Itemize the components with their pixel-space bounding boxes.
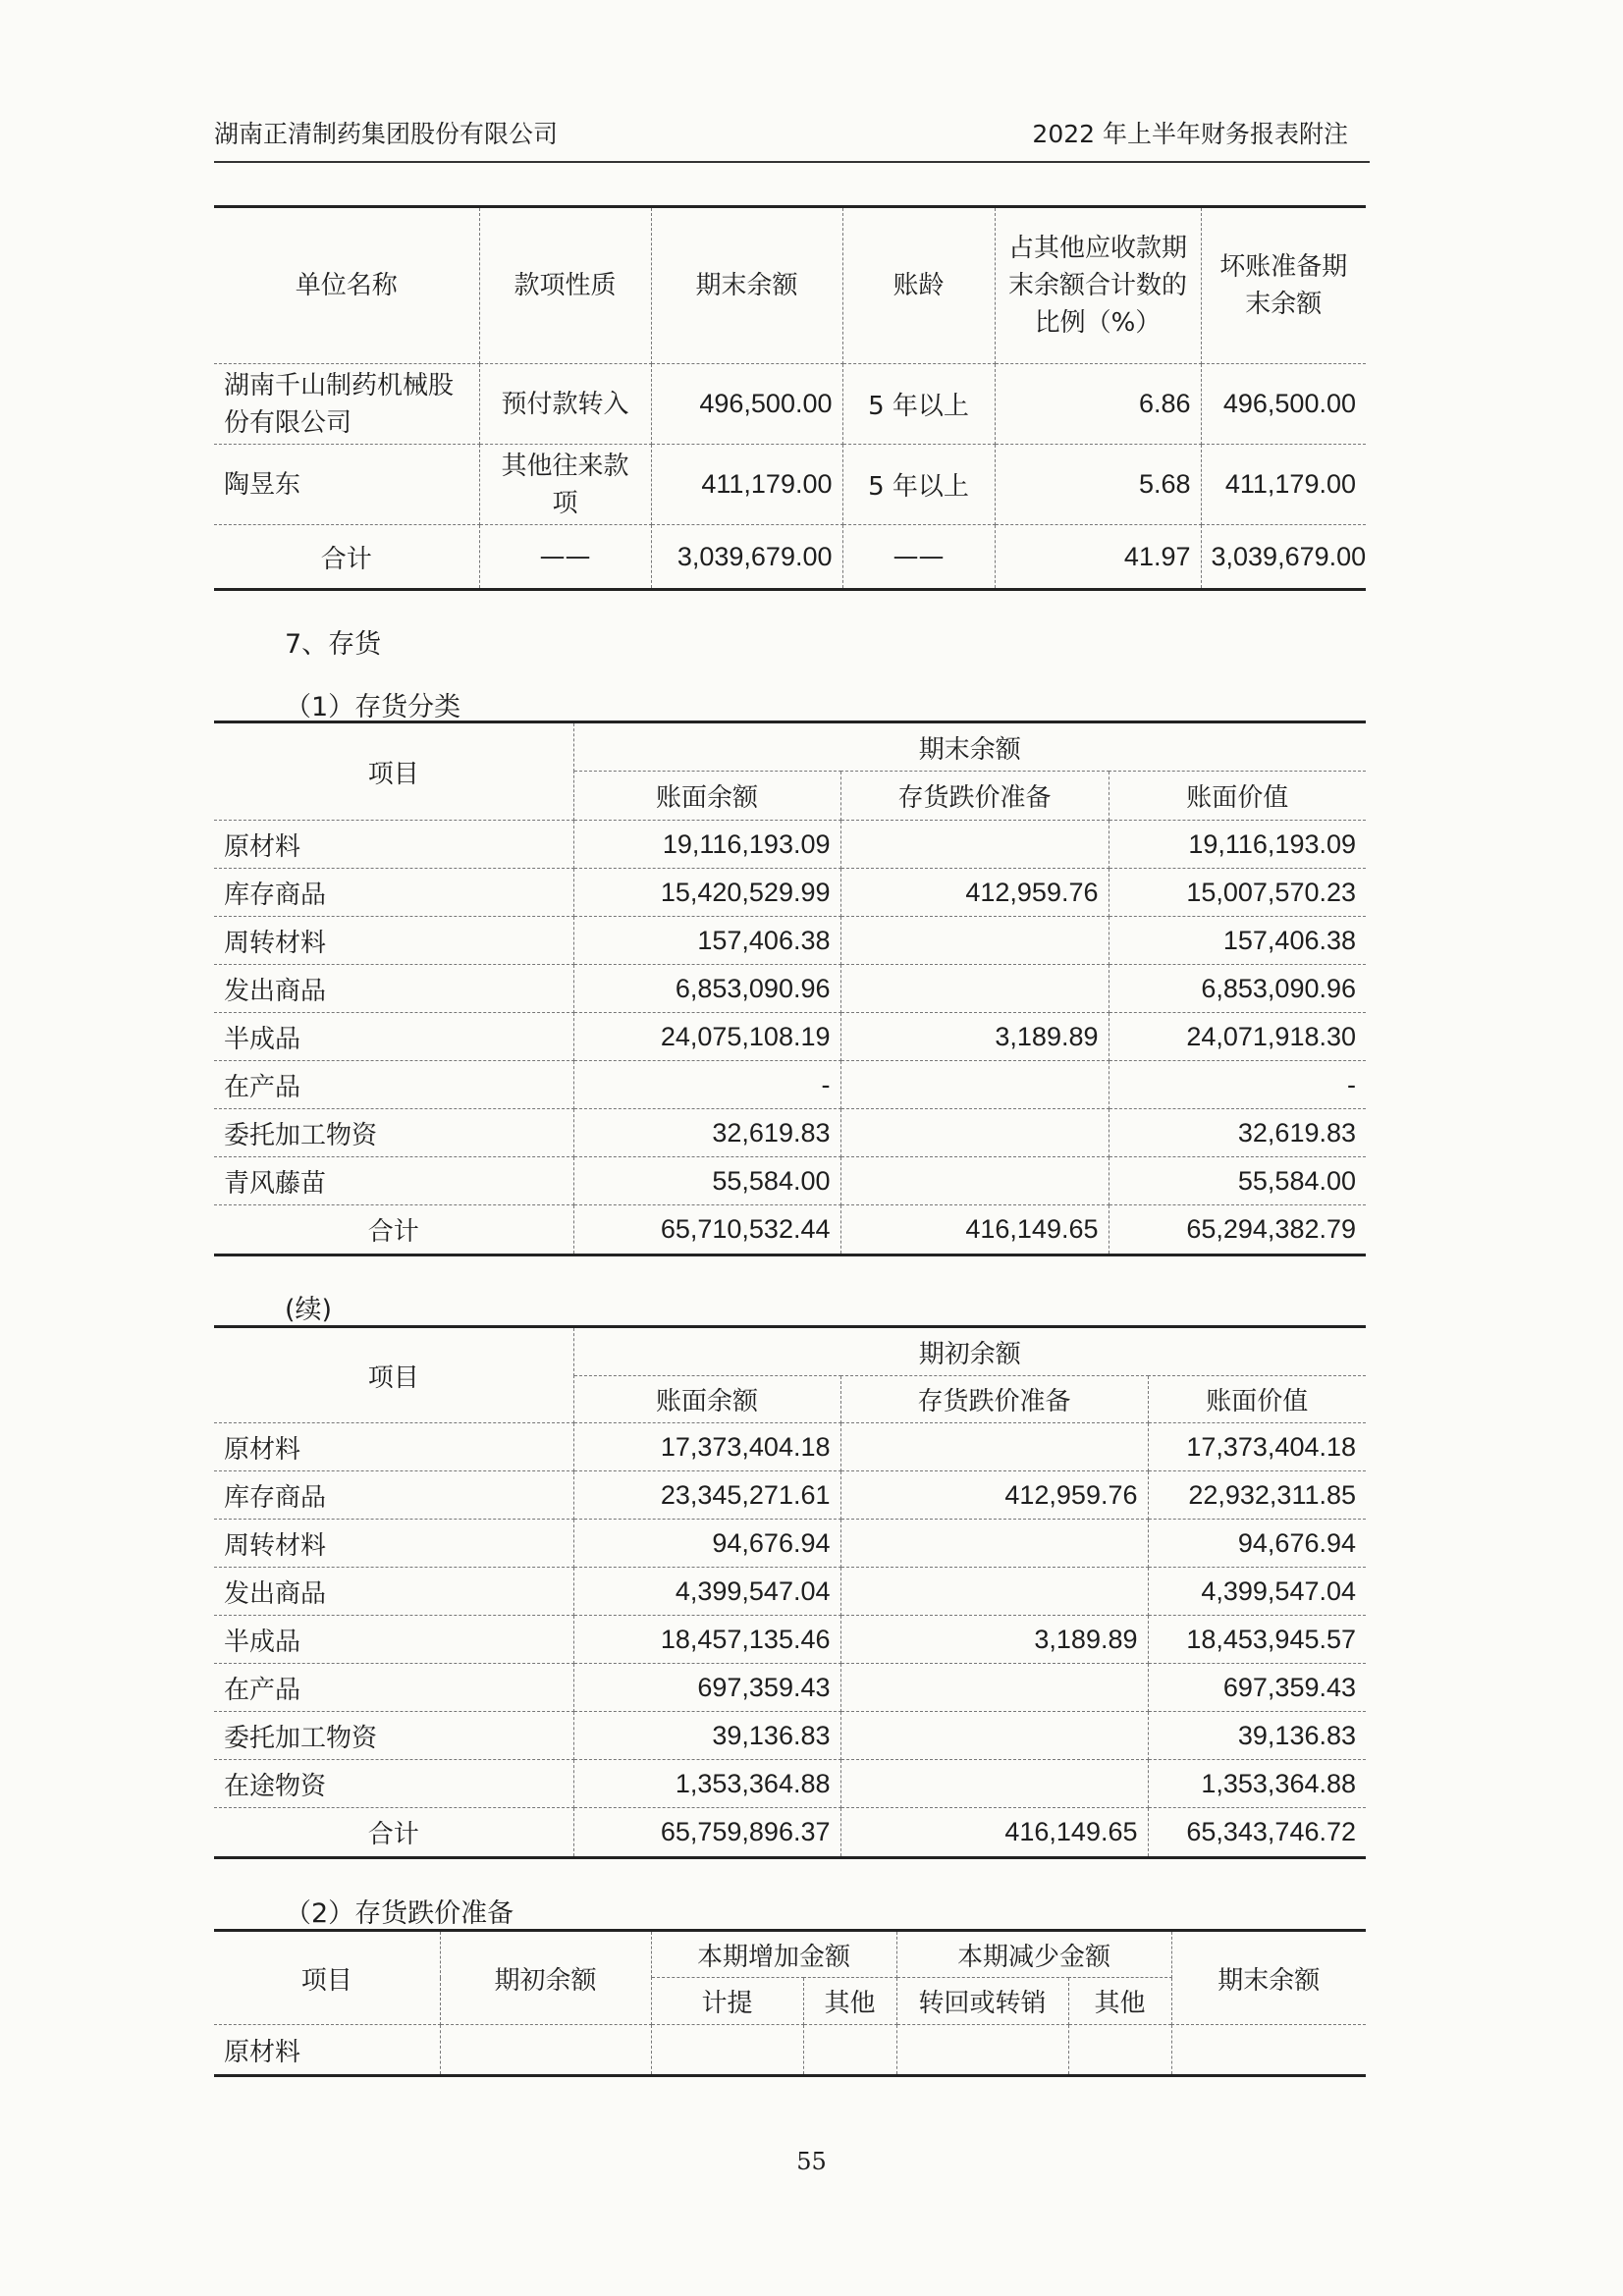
col-nature: 款项性质 bbox=[479, 207, 651, 364]
cell: 32,619.83 bbox=[1109, 1109, 1366, 1157]
cell: 合计 bbox=[214, 1205, 573, 1255]
cell: 55,584.00 bbox=[1109, 1157, 1366, 1205]
cell: 5.68 bbox=[995, 445, 1201, 525]
company-name: 湖南正清制药集团股份有限公司 bbox=[214, 120, 559, 148]
cell: 65,294,382.79 bbox=[1109, 1205, 1366, 1255]
section-title: 7、存货 bbox=[285, 629, 382, 660]
cell: 41.97 bbox=[995, 525, 1201, 590]
col-item: 项目 bbox=[214, 1327, 573, 1423]
col-group-begin: 期初余额 bbox=[573, 1327, 1366, 1376]
cell: 6,853,090.96 bbox=[573, 965, 840, 1013]
cell: 4,399,547.04 bbox=[573, 1568, 840, 1616]
cell: 委托加工物资 bbox=[214, 1109, 573, 1157]
cell: 39,136.83 bbox=[1148, 1712, 1366, 1760]
cell: 19,116,193.09 bbox=[1109, 821, 1366, 869]
cell bbox=[840, 1520, 1148, 1568]
page-number: 55 bbox=[796, 2148, 827, 2175]
col-end-balance: 期末余额 bbox=[1171, 1931, 1366, 2025]
cell bbox=[840, 1109, 1109, 1157]
cell: 湖南千山制药机械股份有限公司 bbox=[214, 364, 479, 445]
cell: 24,071,918.30 bbox=[1109, 1013, 1366, 1061]
cell: 17,373,404.18 bbox=[573, 1423, 840, 1471]
cell bbox=[840, 1061, 1109, 1109]
col-item: 项目 bbox=[214, 722, 573, 821]
table-row bbox=[214, 445, 1366, 525]
cell: 22,932,311.85 bbox=[1148, 1471, 1366, 1520]
cell bbox=[840, 1664, 1148, 1712]
cell: 19,116,193.09 bbox=[573, 821, 840, 869]
table-row bbox=[214, 1157, 1366, 1205]
table-row bbox=[214, 917, 1366, 965]
cell bbox=[840, 1157, 1109, 1205]
table-row bbox=[214, 1423, 1366, 1471]
cell bbox=[840, 1760, 1148, 1808]
cell: 23,345,271.61 bbox=[573, 1471, 840, 1520]
cell: 原材料 bbox=[214, 1423, 573, 1471]
cell: 委托加工物资 bbox=[214, 1712, 573, 1760]
cell: 青风藤苗 bbox=[214, 1157, 573, 1205]
cell: 18,453,945.57 bbox=[1148, 1616, 1366, 1664]
col-group-end: 期末余额 bbox=[573, 722, 1366, 772]
cell: 39,136.83 bbox=[573, 1712, 840, 1760]
cell: 24,075,108.19 bbox=[573, 1013, 840, 1061]
cell: 65,343,746.72 bbox=[1148, 1808, 1366, 1858]
cell: 496,500.00 bbox=[1201, 364, 1366, 445]
subsection-title: （2）存货跌价准备 bbox=[285, 1898, 514, 1929]
cell: —— bbox=[842, 525, 995, 590]
table-row bbox=[214, 965, 1366, 1013]
cell: 原材料 bbox=[214, 821, 573, 869]
cell: 697,359.43 bbox=[1148, 1664, 1366, 1712]
cell bbox=[1171, 2025, 1366, 2076]
table-row bbox=[214, 1664, 1366, 1712]
cell: 周转材料 bbox=[214, 1520, 573, 1568]
table-row bbox=[214, 1520, 1366, 1568]
col-impairment: 存货跌价准备 bbox=[840, 772, 1109, 821]
cell: 3,189.89 bbox=[840, 1013, 1109, 1061]
col-bad-debt: 坏账准备期末余额 bbox=[1201, 207, 1366, 364]
col-book-balance: 账面余额 bbox=[573, 1376, 840, 1423]
col-other-decrease: 其他 bbox=[1068, 1978, 1171, 2025]
cell bbox=[840, 1423, 1148, 1471]
cell: 412,959.76 bbox=[840, 1471, 1148, 1520]
cell: - bbox=[573, 1061, 840, 1109]
col-impairment: 存货跌价准备 bbox=[840, 1376, 1148, 1423]
col-reverse: 转回或转销 bbox=[896, 1978, 1068, 2025]
cell: 32,619.83 bbox=[573, 1109, 840, 1157]
cell bbox=[440, 2025, 651, 2076]
cell: 157,406.38 bbox=[573, 917, 840, 965]
cell: 在途物资 bbox=[214, 1760, 573, 1808]
cell: —— bbox=[479, 525, 651, 590]
cell: 157,406.38 bbox=[1109, 917, 1366, 965]
impairment-table bbox=[214, 1929, 1366, 2077]
cell: 4,399,547.04 bbox=[1148, 1568, 1366, 1616]
cell: 周转材料 bbox=[214, 917, 573, 965]
cell: 1,353,364.88 bbox=[573, 1760, 840, 1808]
col-other-increase: 其他 bbox=[803, 1978, 896, 2025]
cell bbox=[840, 917, 1109, 965]
cell: 半成品 bbox=[214, 1616, 573, 1664]
cell bbox=[840, 965, 1109, 1013]
col-book-balance: 账面余额 bbox=[573, 772, 840, 821]
table-row bbox=[214, 821, 1366, 869]
table-row bbox=[214, 1760, 1366, 1808]
col-end-balance: 期末余额 bbox=[651, 207, 842, 364]
cell: 18,457,135.46 bbox=[573, 1616, 840, 1664]
table-row bbox=[214, 1568, 1366, 1616]
cell: 合计 bbox=[214, 1808, 573, 1858]
cell: 预付款转入 bbox=[479, 364, 651, 445]
table-row bbox=[214, 2025, 1366, 2076]
inventory-begin-table bbox=[214, 1325, 1366, 1859]
cell: 65,759,896.37 bbox=[573, 1808, 840, 1858]
cell: 3,039,679.00 bbox=[1201, 525, 1366, 590]
cell: 3,189.89 bbox=[840, 1616, 1148, 1664]
cell: 在产品 bbox=[214, 1061, 573, 1109]
cell: 其他往来款项 bbox=[479, 445, 651, 525]
cell: 库存商品 bbox=[214, 869, 573, 917]
cell: 412,959.76 bbox=[840, 869, 1109, 917]
col-aging: 账龄 bbox=[842, 207, 995, 364]
cell: 5 年以上 bbox=[842, 445, 995, 525]
cell: 94,676.94 bbox=[1148, 1520, 1366, 1568]
cell: 发出商品 bbox=[214, 965, 573, 1013]
table-row bbox=[214, 869, 1366, 917]
col-book-value: 账面价值 bbox=[1148, 1376, 1366, 1423]
table-row bbox=[214, 1109, 1366, 1157]
cell bbox=[651, 2025, 803, 2076]
subsection-title: （1）存货分类 bbox=[285, 692, 461, 722]
table-row bbox=[214, 1013, 1366, 1061]
cell: 416,149.65 bbox=[840, 1205, 1109, 1255]
col-item: 项目 bbox=[214, 1931, 440, 2025]
col-book-value: 账面价值 bbox=[1109, 772, 1366, 821]
header-rule bbox=[214, 161, 1370, 163]
cell: 17,373,404.18 bbox=[1148, 1423, 1366, 1471]
col-group-decrease: 本期减少金额 bbox=[896, 1931, 1171, 1978]
cell: 5 年以上 bbox=[842, 364, 995, 445]
cell: 55,584.00 bbox=[573, 1157, 840, 1205]
cell: 6.86 bbox=[995, 364, 1201, 445]
cell: 1,353,364.88 bbox=[1148, 1760, 1366, 1808]
cell: 416,149.65 bbox=[840, 1808, 1148, 1858]
cell: 65,710,532.44 bbox=[573, 1205, 840, 1255]
table-row bbox=[214, 1712, 1366, 1760]
cell bbox=[840, 1712, 1148, 1760]
col-accrue: 计提 bbox=[651, 1978, 803, 2025]
col-begin-balance: 期初余额 bbox=[440, 1931, 651, 2025]
cell: 15,420,529.99 bbox=[573, 869, 840, 917]
table-row bbox=[214, 1471, 1366, 1520]
cell: 在产品 bbox=[214, 1664, 573, 1712]
col-unit-name: 单位名称 bbox=[214, 207, 479, 364]
col-group-increase: 本期增加金额 bbox=[651, 1931, 896, 1978]
cell: 94,676.94 bbox=[573, 1520, 840, 1568]
cell: 陶昱东 bbox=[214, 445, 479, 525]
total-row bbox=[214, 1205, 1366, 1255]
cell: 库存商品 bbox=[214, 1471, 573, 1520]
cell bbox=[840, 821, 1109, 869]
continued-label: (续) bbox=[285, 1295, 333, 1325]
total-row bbox=[214, 1808, 1366, 1858]
cell: 6,853,090.96 bbox=[1109, 965, 1366, 1013]
inventory-end-table bbox=[214, 721, 1366, 1256]
total-row bbox=[214, 525, 1366, 590]
cell: 原材料 bbox=[214, 2025, 440, 2076]
page-header bbox=[214, 120, 1348, 149]
cell: 411,179.00 bbox=[1201, 445, 1366, 525]
cell bbox=[840, 1568, 1148, 1616]
document-title: 2022 年上半年财务报表附注 bbox=[1032, 120, 1348, 148]
cell bbox=[1068, 2025, 1171, 2076]
col-ratio: 占其他应收款期末余额合计数的比例（%） bbox=[995, 207, 1201, 364]
cell bbox=[803, 2025, 896, 2076]
cell: 发出商品 bbox=[214, 1568, 573, 1616]
cell: 697,359.43 bbox=[573, 1664, 840, 1712]
cell: 411,179.00 bbox=[651, 445, 842, 525]
receivables-table bbox=[214, 205, 1366, 591]
cell: 3,039,679.00 bbox=[651, 525, 842, 590]
cell: 496,500.00 bbox=[651, 364, 842, 445]
cell: 15,007,570.23 bbox=[1109, 869, 1366, 917]
table-row bbox=[214, 1061, 1366, 1109]
cell: - bbox=[1109, 1061, 1366, 1109]
cell bbox=[896, 2025, 1068, 2076]
cell: 合计 bbox=[214, 525, 479, 590]
cell: 半成品 bbox=[214, 1013, 573, 1061]
table-row bbox=[214, 364, 1366, 445]
table-row bbox=[214, 1616, 1366, 1664]
